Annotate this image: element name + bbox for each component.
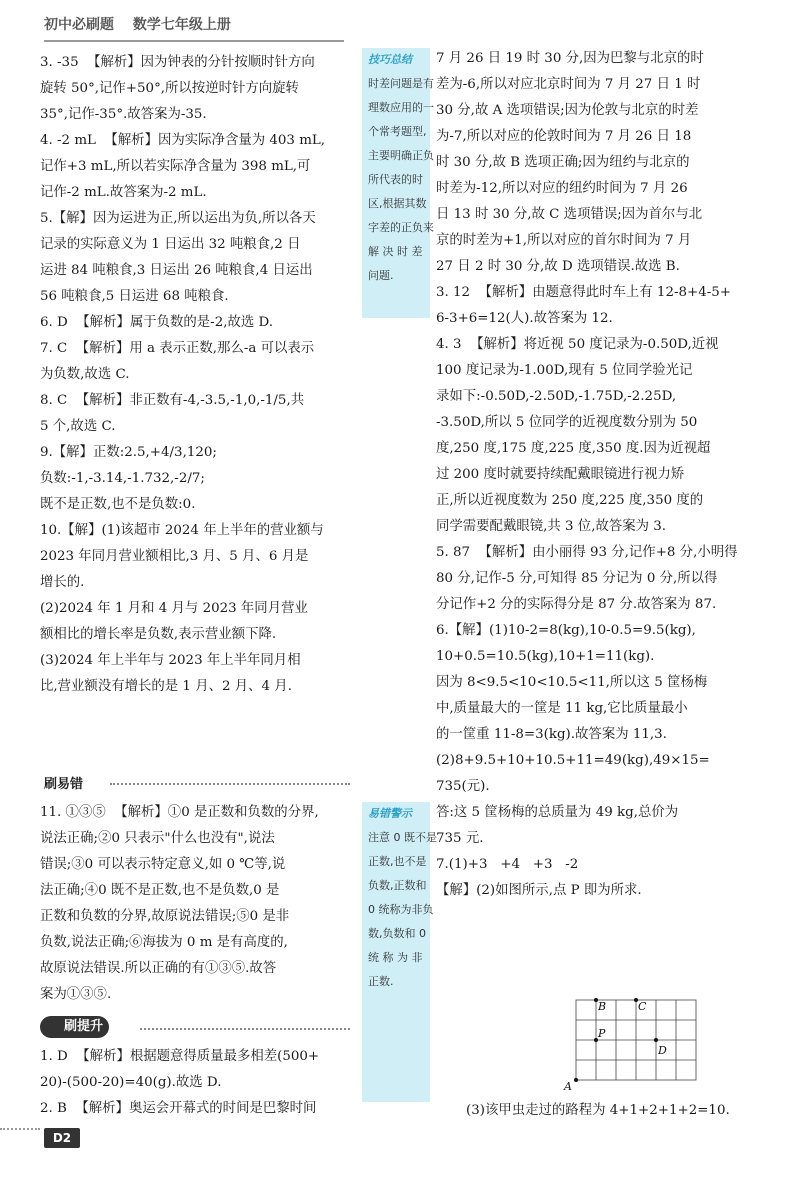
text-line: 5. 87 【解析】由小丽得 93 分,记作+8 分,小明得 <box>436 545 738 560</box>
text-line: 2023 年同月营业额相比,3 月、5 月、6 月是 <box>40 549 309 564</box>
text-line: 735 元. <box>436 831 484 846</box>
sidebar-line: 解 决 时 差 <box>368 245 423 258</box>
text-line: 20)-(500-20)=40(g).故选 D. <box>40 1075 222 1090</box>
text-line: 3. -35 【解析】因为钟表的分针按顺时针方向 <box>40 55 315 70</box>
text-line: (2)8+9.5+10+10.5+11=49(kg),49×15= <box>436 753 710 768</box>
text-line: 5 个,故选 C. <box>40 419 116 434</box>
text-line: 56 吨粮食,5 日运进 68 吨粮食. <box>40 289 229 304</box>
text-line: 1. D 【解析】根据题意得质量最多相差(500+ <box>40 1049 320 1064</box>
text-line: 80 分,记作-5 分,可知得 85 分记为 0 分,所以得 <box>436 571 718 586</box>
sidebar-line: 问题. <box>368 269 394 282</box>
text-line: 日 13 时 30 分,故 C 选项错误;因为首尔与北 <box>436 207 703 222</box>
left-column-3 <box>40 1044 356 1122</box>
text-line: 同学需要配戴眼镜,共 3 位,故答案为 3. <box>436 519 667 534</box>
tip-title: 技巧总结 <box>368 53 412 66</box>
text-line: 9.【解】正数:2.5,+4/3,120; <box>40 445 217 460</box>
warning-title: 易错警示 <box>368 807 412 820</box>
text-line: 错误;③0 可以表示特定意义,如 0 ℃等,说 <box>40 857 286 872</box>
sidebar-line: 个常考题型, <box>368 125 427 138</box>
sidebar-line: 理数应用的一 <box>368 101 434 114</box>
left-column <box>40 50 356 700</box>
right-end-text: (3)该甲虫走过的路程为 4+1+2+1+2=10. <box>466 1103 730 1118</box>
section-mistake-rule <box>110 783 350 785</box>
sidebar-line: 时差问题是有 <box>368 77 434 90</box>
warning-sidebar <box>362 802 437 1102</box>
text-line: 7 月 26 日 19 时 30 分,因为巴黎与北京的时 <box>436 51 704 66</box>
text-line: 7. C 【解析】用 a 表示正数,那么-a 可以表示 <box>40 341 315 356</box>
text-line: 10+0.5=10.5(kg),10+1=11(kg). <box>436 649 655 664</box>
text-line: 记作-2 mL.故答案为-2 mL. <box>40 185 207 200</box>
sidebar-line: 区,根据其数 <box>368 197 427 210</box>
text-line: (2)2024 年 1 月和 4 月与 2023 年同月营业 <box>40 601 308 616</box>
text-line: 8. C 【解析】非正数有-4,-3.5,-1,0,-1/5,共 <box>40 393 305 408</box>
text-line: -3.50D,所以 5 位同学的近视度数分别为 50 <box>436 415 698 430</box>
sidebar-line: 0 统称为非负 <box>368 903 434 916</box>
section-improve-label: 刷提升 <box>40 1016 109 1038</box>
text-line: 分记作+2 分的实际得分是 87 分.故答案为 87. <box>436 597 717 612</box>
label-b: B <box>598 1000 607 1013</box>
text-line: 记作+3 mL,所以若实际净含量为 398 mL,可 <box>40 159 311 174</box>
text-line: 案为①③⑤. <box>40 987 112 1002</box>
text-line: 旋转 50°,记作+50°,所以按逆时针方向旋转 <box>40 81 299 96</box>
sidebar-line: 数,负数和 0 <box>368 927 426 940</box>
text-line: 【解】(2)如图所示,点 P 即为所求. <box>436 883 642 898</box>
text-line: 4. -2 mL 【解析】因为实际净含量为 403 mL, <box>40 133 326 148</box>
text-line: 记录的实际意义为 1 日运出 32 吨粮食,2 日 <box>40 237 301 252</box>
label-c: C <box>638 1000 647 1013</box>
text-line: 度,250 度,175 度,225 度,350 度.因为近视超 <box>436 441 711 456</box>
text-line: 7.(1)+3 +4 +3 -2 <box>436 857 579 872</box>
text-line: 过 200 度时就要持续配戴眼镜进行视力矫 <box>436 467 685 482</box>
warning-text <box>362 826 437 994</box>
sidebar-line: 所代表的时 <box>368 173 423 186</box>
section-improve-rule <box>140 1028 350 1030</box>
text-line: 735(元). <box>436 779 490 794</box>
tip-sidebar <box>362 48 434 318</box>
text-line: 3. 12 【解析】由题意得此时车上有 12-8+4-5+ <box>436 285 732 300</box>
text-line: 2. B 【解析】奥运会开幕式的时间是巴黎时间 <box>40 1101 317 1116</box>
text-line: 差为-6,所以对应北京时间为 7 月 27 日 1 时 <box>436 77 701 92</box>
text-line: 法正确;④0 既不是正数,也不是负数,0 是 <box>40 883 280 898</box>
text-line: 故原说法错误.所以正确的有①③⑤.故答 <box>40 961 277 976</box>
text-line: 6-3+6=12(人).故答案为 12. <box>436 311 613 326</box>
left-column-2 <box>40 800 356 1008</box>
text-line: 6. D 【解析】属于负数的是-2,故选 D. <box>40 315 274 330</box>
right-column <box>436 46 766 904</box>
text-line: 增长的. <box>40 575 85 590</box>
text-line: 的一筐重 11-8=3(kg).故答案为 11,3. <box>436 727 667 742</box>
text-line: 4. 3 【解析】将近视 50 度记录为-0.50D,近视 <box>436 337 719 352</box>
text-line: 35°,记作-35°.故答案为-35. <box>40 107 207 122</box>
text-line: 中,质量最大的一筐是 11 kg,它比质量最小 <box>436 701 688 716</box>
improve-answers <box>40 1044 356 1122</box>
sidebar-line: 负数,正数和 <box>368 879 427 892</box>
sidebar-line: 字差的正负来 <box>368 221 434 234</box>
page-footer-rule <box>0 1128 40 1130</box>
section-mistake-label: 刷易错 <box>44 777 84 792</box>
left-answers <box>40 50 356 700</box>
sidebar-line: 正数,也不是 <box>368 855 427 868</box>
text-line: 10.【解】(1)该超市 2024 年上半年的营业额与 <box>40 523 324 538</box>
text-line: 5.【解】因为运进为正,所以运出为负,所以各天 <box>40 211 316 226</box>
text-line: 既不是正数,也不是负数:0. <box>40 497 196 512</box>
text-line: 京的时差为+1,所以对应的首尔时间为 7 月 <box>436 233 692 248</box>
text-line: 说法正确;②0 只表示"什么也没有",说法 <box>40 831 275 846</box>
label-d: D <box>658 1044 667 1057</box>
subject-title: 数学七年级上册 <box>132 17 231 33</box>
sidebar-line: 注意 0 既不是 <box>368 831 437 844</box>
point-a <box>574 1078 578 1082</box>
book-title: 初中必刷题 <box>44 17 114 33</box>
text-line: 运进 84 吨粮食,3 日运出 26 吨粮食,4 日运出 <box>40 263 313 278</box>
text-line: 为负数,故选 C. <box>40 367 130 382</box>
grid-figure <box>562 992 702 1096</box>
point-d <box>654 1038 658 1042</box>
text-line: (3)2024 年上半年与 2023 年上半年同月相 <box>40 653 301 668</box>
text-line: 时 30 分,故 B 选项正确;因为纽约与北京的 <box>436 155 690 170</box>
text-line: 额相比的增长率是负数,表示营业额下降. <box>40 627 277 642</box>
text-line: 因为 8<9.5<10<10.5<11,所以这 5 筐杨梅 <box>436 675 708 690</box>
text-line: 比,营业额没有增长的是 1 月、2 月、4 月. <box>40 679 292 694</box>
right-end <box>466 1098 776 1124</box>
mistake-answers <box>40 800 356 1008</box>
text-line: 正,所以近视度数为 250 度,225 度,350 度的 <box>436 493 704 508</box>
text-line: 正数和负数的分界,故原说法错误;⑤0 是非 <box>40 909 290 924</box>
sidebar-line: 统 称 为 非 <box>368 951 423 964</box>
text-line: 11. ①③⑤ 【解析】①0 是正数和负数的分界, <box>40 805 319 820</box>
text-line: 30 分,故 A 选项错误;因为伦敦与北京的时差 <box>436 103 699 118</box>
text-line: 负数,说法正确;⑥海拔为 0 m 是有高度的, <box>40 935 288 950</box>
text-line: 100 度记录为-1.00D,现有 5 位同学验光记 <box>436 363 693 378</box>
page-number: D2 <box>44 1128 80 1148</box>
page-header <box>44 14 764 44</box>
label-a: A <box>564 1080 572 1092</box>
text-line: 录如下:-0.50D,-2.50D,-1.75D,-2.25D, <box>436 389 677 404</box>
text-line: 为-7,所以对应的伦敦时间为 7 月 26 日 18 <box>436 129 692 144</box>
tip-text <box>362 72 434 288</box>
sidebar-line: 主要明确正负 <box>368 149 434 162</box>
text-line: 答:这 5 筐杨梅的总质量为 49 kg,总价为 <box>436 805 679 820</box>
label-p: P <box>598 1027 606 1040</box>
right-answers <box>436 46 766 904</box>
text-line: 时差为-12,所以对应的纽约时间为 7 月 26 <box>436 181 688 196</box>
text-line: 27 日 2 时 30 分,故 D 选项错误.故选 B. <box>436 259 680 274</box>
grid-svg <box>562 992 702 1092</box>
sidebar-line: 正数. <box>368 975 394 988</box>
header-rule <box>44 40 344 42</box>
text-line: 6.【解】(1)10-2=8(kg),10-0.5=9.5(kg), <box>436 623 696 638</box>
text-line: 负数:-1,-3.14,-1.732,-2/7; <box>40 471 205 486</box>
